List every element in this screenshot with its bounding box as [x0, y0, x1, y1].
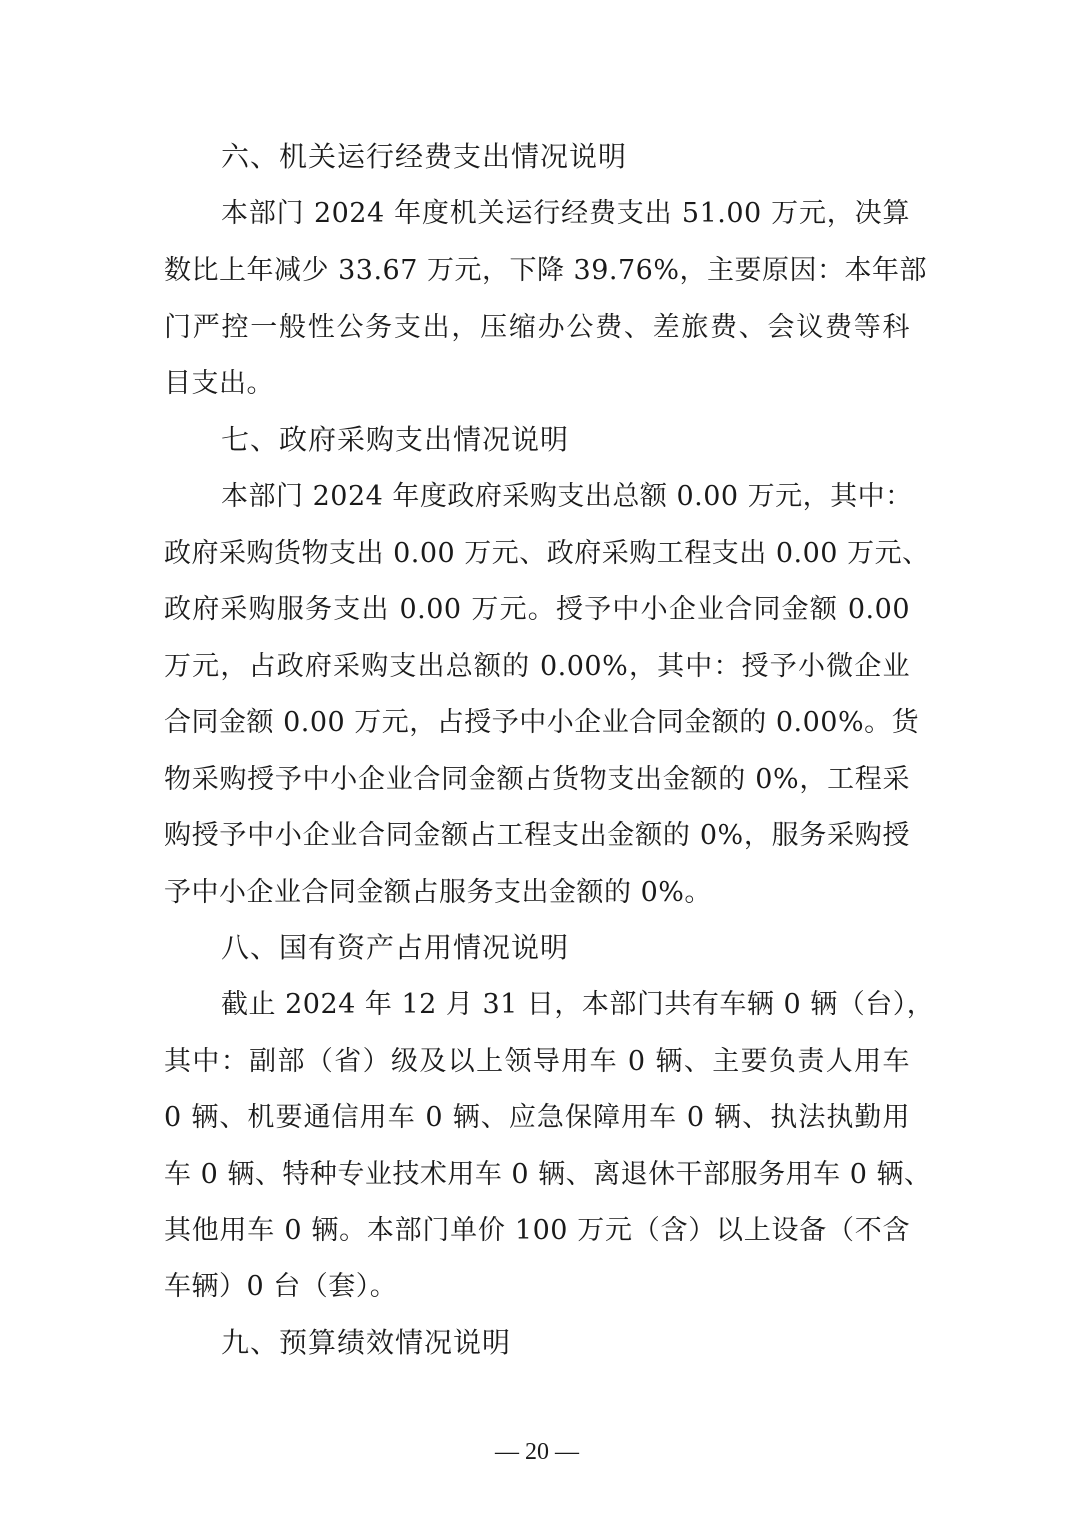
section-heading-8: 八、国有资产占用情况说明	[221, 931, 570, 964]
paragraph-line: 合同金额 0.00 万元，占授予中小企业合同金额的 0.00%。货	[164, 707, 920, 738]
paragraph-line: 政府采购货物支出 0.00 万元、政府采购工程支出 0.00 万元、	[164, 538, 930, 569]
section-heading-7: 七、政府采购支出情况说明	[221, 423, 570, 456]
paragraph-line: 其中：副部（省）级及以上领导用车 0 辆、主要负责人用车	[164, 1046, 910, 1077]
page-number: — 20 —	[495, 1439, 579, 1465]
paragraph-line: 万元，占政府采购支出总额的 0.00%，其中：授予小微企业	[164, 651, 910, 682]
paragraph-line: 其他用车 0 辆。本部门单价 100 万元（含）以上设备（不含	[164, 1215, 910, 1246]
paragraph-line: 0 辆、机要通信用车 0 辆、应急保障用车 0 辆、执法执勤用	[164, 1102, 910, 1133]
paragraph-line: 门严控一般性公务支出，压缩办公费、差旅费、会议费等科	[164, 312, 910, 343]
paragraph-line: 车 0 辆、特种专业技术用车 0 辆、离退休干部服务用车 0 辆、	[164, 1159, 932, 1190]
paragraph-line: 本部门 2024 年度政府采购支出总额 0.00 万元，其中：	[221, 481, 913, 512]
paragraph-line: 截止 2024 年 12 月 31 日，本部门共有车辆 0 辆（台），	[221, 989, 935, 1020]
paragraph-line: 数比上年减少 33.67 万元，下降 39.76%，主要原因：本年部	[164, 255, 927, 286]
paragraph-line: 政府采购服务支出 0.00 万元。授予中小企业合同金额 0.00	[164, 594, 910, 625]
section-heading-6: 六、机关运行经费支出情况说明	[221, 140, 628, 173]
paragraph-line: 车辆）0 台（套）。	[164, 1271, 398, 1302]
paragraph-line: 本部门 2024 年度机关运行经费支出 51.00 万元，决算	[221, 198, 910, 229]
section-heading-9: 九、预算绩效情况说明	[221, 1326, 512, 1359]
paragraph-line: 予中小企业合同金额占服务支出金额的 0%。	[164, 877, 712, 908]
paragraph-line: 购授予中小企业合同金额占工程支出金额的 0%，服务采购授	[164, 820, 910, 851]
paragraph-line: 目支出。	[164, 368, 274, 399]
paragraph-line: 物采购授予中小企业合同金额占货物支出金额的 0%，工程采	[164, 764, 910, 795]
